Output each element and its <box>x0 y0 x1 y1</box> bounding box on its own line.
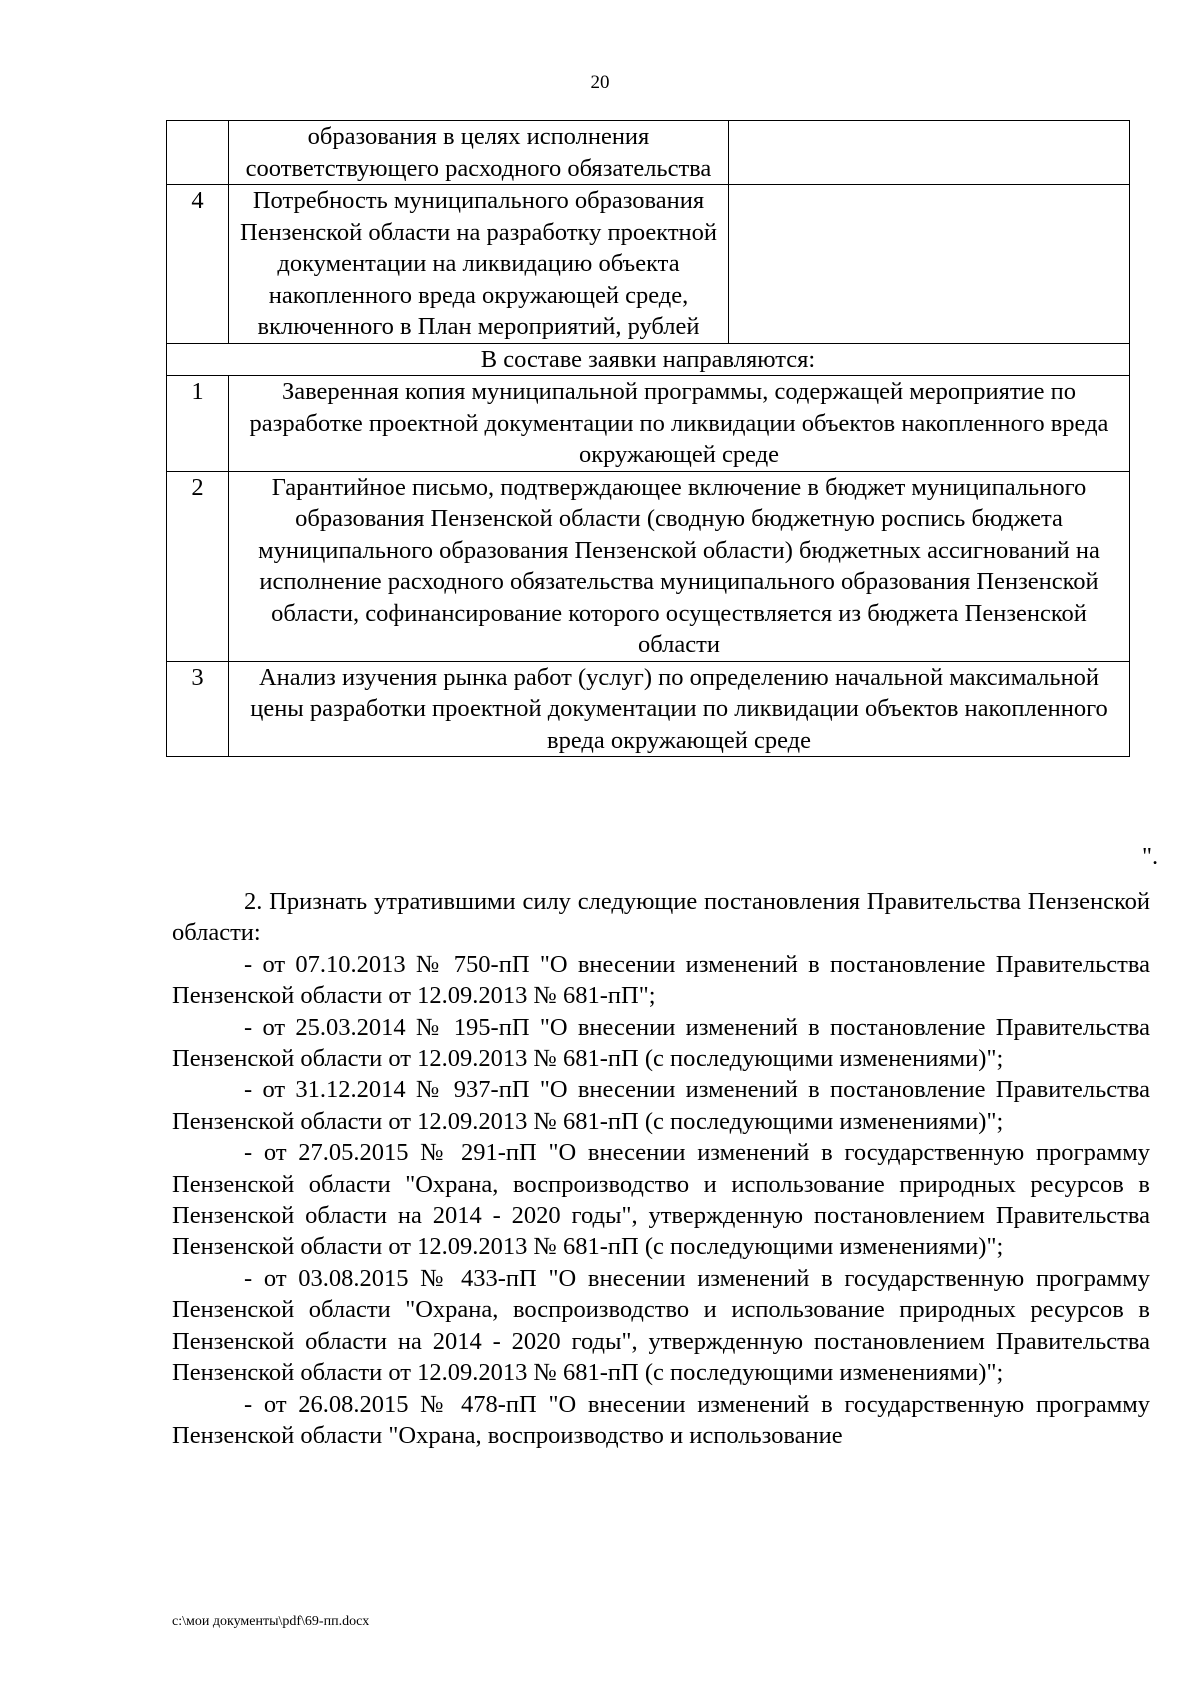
row-description: образования в целях исполнения соответствующего расходного обязательства <box>229 121 729 185</box>
paragraph: - от 27.05.2015 № 291-пП "О внесении изменений в государственную программу Пензенской области "Охрана, воспроизводство и использование природных ресурсов в Пензенской области на 2014 - 2020 годы", утвержденную постановлением Правительства Пензенской области от 12.09.2013 № 681-пП (с последующими изменениями)"; <box>172 1139 1150 1261</box>
closing-quote: ". <box>1142 843 1159 870</box>
section-header-row <box>167 343 1130 376</box>
page-number: 20 <box>590 72 610 93</box>
attachment-number: 1 <box>167 376 229 472</box>
row-number: 4 <box>167 185 229 344</box>
attachment-number: 3 <box>167 661 229 757</box>
section-header: В составе заявки направляются: <box>167 343 1130 376</box>
paragraph: - от 26.08.2015 № 478-пП "О внесении изменений в государственную программу Пензенской области "Охрана, воспроизводство и использование <box>172 1390 1150 1449</box>
paragraph: - от 03.08.2015 № 433-пП "О внесении изменений в государственную программу Пензенской области "Охрана, воспроизводство и использование природных ресурсов в Пензенской области на 2014 - 2020 годы", утвержденную постановлением Правительства Пензенской области от 12.09.2013 № 681-пП (с последующими изменениями)"; <box>172 1264 1150 1387</box>
table-row <box>167 185 1130 344</box>
row-value <box>729 185 1130 344</box>
attachment-text: Заверенная копия муниципальной программы, содержащей мероприятие по разработке проектной документации по ликвидации объектов накопленного вреда окружающей среде <box>229 376 1130 472</box>
attachment-text: Гарантийное письмо, подтверждающее включение в бюджет муниципального образования Пензенской области (сводную бюджетную роспись бюджета муниципального образования Пензенской области) бюджетных ассигнований на исполнение расходного обязательства муниципального образования Пензенской области, софинансирование которого осуществляется из бюджета Пензенской области <box>229 471 1130 661</box>
row-description: Потребность муниципального образования Пензенской области на разработку проектной документации на ликвидацию объекта накопленного вреда окружающей среде, включенного в План мероприятий, рублей <box>229 185 729 344</box>
row-number <box>167 121 229 185</box>
table-row <box>167 471 1130 661</box>
row-value <box>729 121 1130 185</box>
paragraph: 2. Признать утратившими силу следующие постановления Правительства Пензенской области: <box>172 888 1150 947</box>
table-row <box>167 121 1130 185</box>
paragraph: - от 31.12.2014 № 937-пП "О внесении изменений в постановление Правительства Пензенской области от 12.09.2013 № 681-пП (с последующими изменениями)"; <box>172 1076 1150 1135</box>
footer-file-path: c:\мои документы\pdf\69-пп.docx <box>172 1614 370 1629</box>
table-row <box>167 661 1130 757</box>
attachment-text: Анализ изучения рынка работ (услуг) по определению начальной максимальной цены разработки проектной документации по ликвидации объектов накопленного вреда окружающей среде <box>229 661 1130 757</box>
paragraph: - от 07.10.2013 № 750-пП "О внесении изменений в постановление Правительства Пензенской области от 12.09.2013 № 681-пП"; <box>172 950 1150 1010</box>
paragraph: - от 25.03.2014 № 195-пП "О внесении изменений в постановление Правительства Пензенской области от 12.09.2013 № 681-пП (с последующими изменениями)"; <box>172 1013 1150 1073</box>
application-table <box>166 120 1130 757</box>
attachment-number: 2 <box>167 471 229 661</box>
table-row <box>167 376 1130 472</box>
body-text <box>172 886 1150 1451</box>
